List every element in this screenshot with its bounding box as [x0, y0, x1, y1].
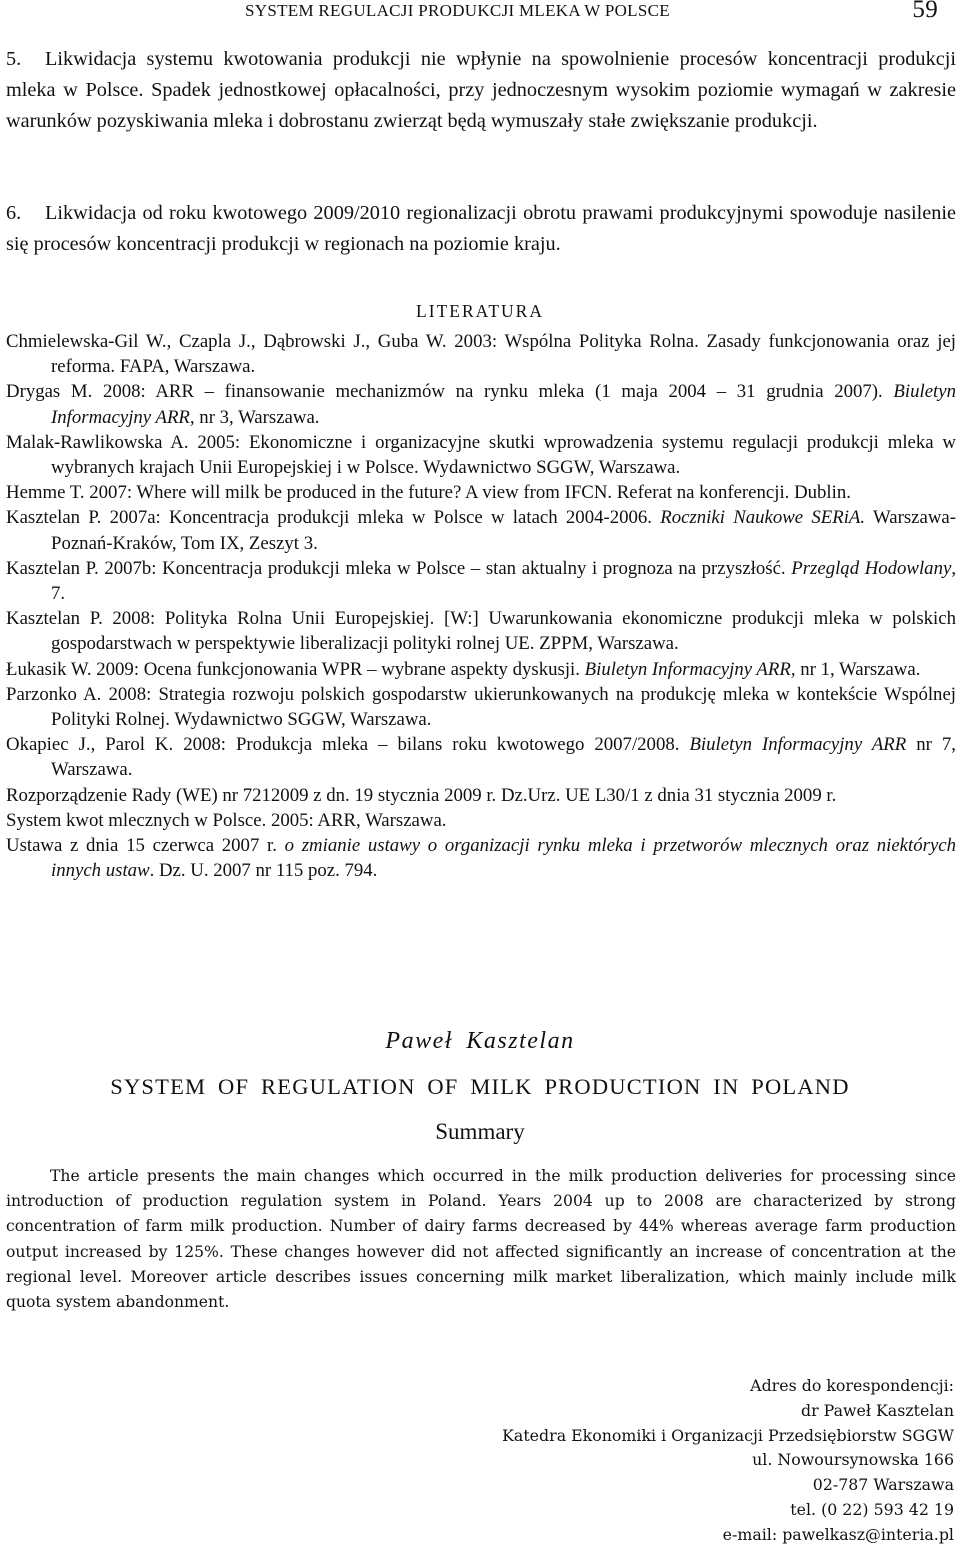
reference-text: Łukasik W. 2009: Ocena funkcjonowania WPR – wybrane aspekty dyskusji.: [6, 658, 585, 680]
reference-text: Drygas M. 2008: ARR – finansowanie mechanizmów na rynku mleka (1 maja 2004 – 31 grudnia 2007).: [6, 381, 894, 403]
address-email: e-mail: pawelkasz@interia.pl: [722, 1524, 954, 1544]
reference-source-title: Biuletyn Informacyjny ARR,: [51, 381, 956, 428]
conclusion-5: [6, 44, 956, 137]
address-phone: tel. (0 22) 593 42 19: [790, 1499, 954, 1519]
reference-entry: [6, 732, 956, 782]
literature-heading: LITERATURA: [416, 301, 544, 321]
reference-entry: [6, 556, 956, 606]
reference-entry: [6, 833, 956, 883]
reference-entry: [6, 783, 956, 808]
address-city: 02-787 Warszawa: [812, 1475, 954, 1495]
reference-source-title: o zmianie ustawy o organizacji rynku mleka i przetworów mlecznych oraz niektórych innych ustaw: [51, 835, 957, 882]
reference-text-tail: . Dz. U. 2007 nr 115 poz. 794.: [149, 860, 378, 882]
author-name: Paweł Kasztelan: [385, 1028, 575, 1054]
conclusion-number: 5.: [6, 48, 22, 70]
conclusion-number: 6.: [6, 202, 22, 224]
reference-source-title: Biuletyn Informacyjny ARR: [584, 658, 791, 680]
reference-text: Chmielewska-Gil W., Czapla J., Dąbrowski J., Guba W. 2003: Wspólna Polityka Rolna. Zasady funkcjonowania oraz jej reforma. FAPA, Warszawa.: [6, 331, 956, 378]
conclusion-6: [6, 198, 956, 260]
address-name: dr Paweł Kasztelan: [800, 1400, 954, 1420]
reference-text: Kasztelan P. 2007a: Koncentracja produkcji mleka w Polsce w latach 2004-2006.: [6, 507, 661, 529]
reference-text-tail: , 7.: [51, 557, 957, 605]
reference-source-title: Roczniki Naukowe SERiA.: [660, 507, 866, 529]
reference-source-title: Biuletyn Informacyjny ARR: [689, 734, 907, 756]
conclusion-text: Likwidacja od roku kwotowego 2009/2010 regionalizacji obrotu prawami produkcyjnymi spowoduje nasilenie się procesów koncentracji produkcji w regionach na poziomie kraju.: [6, 202, 956, 255]
reference-entry: [6, 329, 956, 379]
address-department: Katedra Ekonomiki i Organizacji Przedsiębiorstw SGGW: [502, 1425, 954, 1445]
running-header: [0, 0, 960, 26]
reference-text: Ustawa z dnia 15 czerwca 2007 r.: [6, 835, 285, 857]
page-number: 59: [912, 0, 938, 23]
reference-entry: [6, 379, 956, 429]
reference-text-tail: Warszawa-Poznań-Kraków, Tom IX, Zeszyt 3.: [51, 507, 956, 554]
reference-text: Kasztelan P. 2008: Polityka Rolna Unii Europejskiej. [W:] Uwarunkowania ekonomiczne produkcji mleka w polskich gospodarstwach w perspektywie liberalizacji polityki rolnej UE. ZPPM, Warszawa.: [6, 608, 956, 655]
reference-entry: [6, 808, 956, 833]
reference-text: Malak-Rawlikowska A. 2005: Ekonomiczne i organizacyjne skutki wprowadzenia systemu regulacji produkcji mleka w wybranych krajach Unii Europejskiej i w Polsce. Wydawnictwo SGGW, Warszawa.: [6, 431, 956, 479]
conclusion-text: Likwidacja systemu kwotowania produkcji nie wpłynie na spowolnienie procesów koncentracji produkcji mleka w Polsce. Spadek jednostkowej opłacalności, przy jednoczesnym wysokim poziomie wymagań w zakresie warunków pozyskiwania mleka i dobrostanu zwierząt będą wymuszały stałe zwiększanie produkcji.: [6, 48, 956, 132]
reference-text: Okapiec J., Parol K. 2008: Produkcja mleka – bilans roku kwotowego 2007/2008.: [6, 734, 690, 756]
running-title: SYSTEM REGULACJI PRODUKCJI MLEKA W POLSCE: [245, 1, 670, 20]
reference-text-tail: nr 3, Warszawa.: [194, 406, 320, 428]
reference-text: Rozporządzenie Rady (WE) nr 7212009 z dn. 19 stycznia 2009 r. Dz.Urz. UE L30/1 z dnia 31 stycznia 2009 r.: [6, 784, 837, 806]
reference-text: System kwot mlecznych w Polsce. 2005: ARR, Warszawa.: [6, 809, 447, 831]
reference-text-tail: , nr 1, Warszawa.: [790, 658, 921, 680]
reference-entry: [6, 657, 956, 682]
reference-entry: [6, 682, 956, 732]
correspondence-address: [502, 1374, 954, 1548]
reference-text-tail: nr 7, Warszawa.: [51, 734, 956, 781]
reference-entry: [6, 430, 956, 480]
reference-text: Kasztelan P. 2007b: Koncentracja produkcji mleka w Polsce – stan aktualny i prognoza na przyszłość.: [6, 557, 792, 579]
summary-heading: Summary: [435, 1119, 525, 1144]
reference-entry: [6, 480, 956, 505]
summary-paragraph: The article presents the main changes which occurred in the milk production deliveries for processing since introduction of production regulation system in Poland. Years 2004 up to 2008 are characterized by strong concentration of farm milk production. Number of dairy farms decreased by 44% whereas average farm production output increased by 125%. These changes however did not affected significantly an increase of concentration at the regional level. Moreover article describes issues concerning milk market liberalization, which mainly include milk quota system abandonment.: [6, 1167, 956, 1312]
reference-text: Hemme T. 2007: Where will milk be produced in the future? A view from IFCN. Referat na konferencji. Dublin.: [6, 482, 851, 504]
english-title: SYSTEM OF REGULATION OF MILK PRODUCTION IN POLAND: [110, 1074, 850, 1099]
reference-text: Parzonko A. 2008: Strategia rozwoju polskich gospodarstw ukierunkowanych na produkcję mleka w kontekście Wspólnej Polityki Rolnej. Wydawnictwo SGGW, Warszawa.: [6, 683, 956, 731]
reference-source-title: Przegląd Hodowlany: [791, 557, 952, 579]
reference-entry: [6, 606, 956, 656]
address-label: Adres do korespondencji:: [750, 1376, 954, 1395]
address-street: ul. Nowoursynowska 166: [752, 1450, 954, 1470]
reference-entry: [6, 505, 956, 555]
reference-list: [6, 329, 956, 883]
